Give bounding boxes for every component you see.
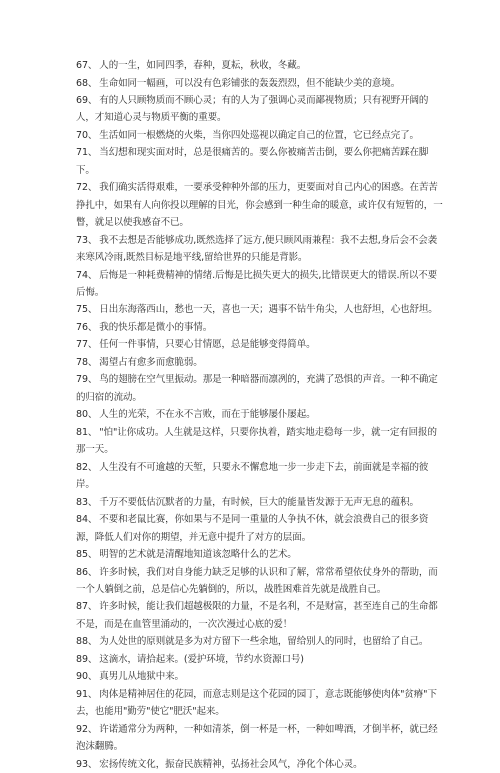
entry-number: 72、 <box>76 182 98 194</box>
quote-entry <box>0 127 500 144</box>
quote-entry <box>0 721 500 756</box>
quote-entry <box>0 598 500 633</box>
entry-number: 76、 <box>76 321 98 333</box>
quote-entry <box>0 633 500 650</box>
entry-text: 生活如同一根燃烧的火柴，当你四处巡视以确定自己的位置，它已经点完了。 <box>99 129 419 141</box>
entry-text: 任何一件事情，只要心甘情愿，总是能够变得简单。 <box>99 339 316 351</box>
quote-entry <box>0 511 500 546</box>
entry-text: 不要和老鼠比赛，你如果与不是同一重量的人争执不休，就会浪费自己的很多资源，降低人们对你的期望，并无意中提升了对方的层面。 <box>76 514 429 543</box>
quote-entry <box>0 267 500 302</box>
quote-entry <box>0 336 500 353</box>
quote-entry <box>0 756 500 773</box>
entry-text: 为人处世的原则就是多为对方留下一些余地，留给别人的同时，也留给了自己。 <box>99 636 429 648</box>
quote-entry <box>0 319 500 336</box>
entry-number: 93、 <box>76 758 98 770</box>
entry-number: 84、 <box>76 514 98 526</box>
entry-text: 日出东海落西山，愁也一天，喜也一天；遇事不钻牛角尖，人也舒坦，心也舒坦。 <box>99 304 438 316</box>
entry-text: 有的人只顾物质而不顾心灵；有的人为了强调心灵而鄙视物质；只有视野开阔的人，才知道心灵与物质平衡的重要。 <box>76 95 429 124</box>
entry-text: 真男儿从地狱中来。 <box>99 671 184 683</box>
entry-text: 肉体是精神居住的花园，而意志则是这个花园的园丁，意志既能够使肉体"贫瘠"下去，也能用"勤劳"使它"肥沃"起来。 <box>76 688 437 718</box>
entry-number: 75、 <box>76 304 98 316</box>
entry-text: 千万不要低估沉默者的力量，有时候，巨大的能量皆发源于无声无息的蕴积。 <box>99 496 419 508</box>
entry-text: 许多时候，我们对自身能力缺乏足够的认识和了解，常常希望依仗身外的帮助，而一个人躺倒之前，总是信心先躺倒的，所以，战胜困难首先就是战胜自己。 <box>76 566 438 595</box>
quote-entry <box>0 232 500 267</box>
entry-number: 80、 <box>76 409 98 421</box>
entry-number: 83、 <box>76 496 98 508</box>
entry-number: 68、 <box>76 77 98 89</box>
quote-entry <box>0 686 500 721</box>
entry-number: 91、 <box>76 688 98 700</box>
quote-entry <box>0 651 500 668</box>
quote-entry <box>0 564 500 599</box>
entry-number: 92、 <box>76 723 98 735</box>
entry-text: 人生没有不可逾越的天堑，只要永不懈怠地一步一步走下去，前面就是幸福的彼岸。 <box>76 461 429 491</box>
entry-text: 渴望占有愈多而愈脆弱。 <box>99 356 203 368</box>
entry-number: 73、 <box>76 234 98 246</box>
quote-entry <box>0 406 500 423</box>
entry-text: 宏扬传统文化，振奋民族精神，弘扬社会风气，净化个体心灵。 <box>99 758 363 770</box>
quote-entry <box>0 546 500 563</box>
entry-text: 这滴水，请拾起来。(爱护环境，节约水资源口号) <box>99 653 304 665</box>
entry-number: 87、 <box>76 601 98 613</box>
quote-entry <box>0 354 500 371</box>
entry-number: 79、 <box>76 374 98 386</box>
entry-number: 69、 <box>76 95 98 106</box>
entry-text: 生命如同一幅画，可以没有色彩铺张的轰轰烈烈，但不能缺少美的意境。 <box>99 77 401 89</box>
entry-number: 85、 <box>76 549 98 561</box>
entry-text: 许多时候，能让我们超越极限的力量，不是名利，不是财富，甚至连自己的生命都不是，而是在血管里涌动的，一次次漫过心底的爱！ <box>76 601 438 630</box>
quote-entry <box>0 301 500 318</box>
quote-list <box>0 57 500 773</box>
entry-number: 89、 <box>76 653 98 665</box>
quote-entry <box>0 144 500 179</box>
entry-text: 当幻想和现实面对时，总是很痛苦的。要么你被痛苦击倒，要么你把痛苦踩在脚下。 <box>76 147 429 176</box>
entry-text: "怕"让你成功。人生就是这样，只要你执着，踏实地走稳每一步，就一定有回报的那一天。 <box>76 426 437 456</box>
quote-entry <box>0 179 500 231</box>
quote-entry <box>0 92 500 127</box>
quote-entry <box>0 371 500 406</box>
entry-number: 81、 <box>76 426 98 438</box>
quote-entry <box>0 57 500 74</box>
entry-text: 人生的光荣，不在永不言败，而在于能够屡仆屡起。 <box>99 409 316 421</box>
entry-text: 鸟的翅膀在空气里振动。那是一种暗器而凛冽的，充满了恐惧的声音。一种不确定的归宿的流动。 <box>76 374 438 403</box>
entry-text: 许诺通常分为两种，一种如清茶，倒一杯是一杯，一种如啤酒，才倒半杯，就已经泡沫翻腾。 <box>76 723 438 753</box>
entry-text: 人的一生，如同四季，春种，夏耘，秋收，冬藏。 <box>99 60 307 71</box>
entry-text: 后悔是一种耗费精神的情绪.后悔是比损失更大的损失,比错误更大的错误.所以不要后悔。 <box>76 269 438 298</box>
entry-number: 70、 <box>76 129 98 141</box>
quote-entry <box>0 424 500 459</box>
entry-number: 78、 <box>76 356 98 368</box>
entry-number: 90、 <box>76 671 98 683</box>
entry-number: 82、 <box>76 461 98 473</box>
entry-text: 明智的艺术就是清醒地知道该忽略什么的艺术。 <box>99 549 297 561</box>
quote-entry <box>0 668 500 685</box>
quote-entry <box>0 494 500 511</box>
entry-number: 77、 <box>76 339 98 351</box>
entry-number: 67、 <box>76 60 98 71</box>
entry-number: 71、 <box>76 147 98 159</box>
quote-entry <box>0 459 500 494</box>
entry-text: 我的快乐都是微小的事情。 <box>99 321 213 333</box>
entry-text: 我不去想是否能够成功,既然选择了远方,便只顾风雨兼程：我不去想,身后会不会袭来寒风冷雨,既然目标是地平线,留给世界的只能是背影。 <box>76 234 438 264</box>
entry-number: 86、 <box>76 566 98 578</box>
entry-number: 74、 <box>76 269 98 281</box>
quote-entry <box>0 75 500 92</box>
entry-text: 我们确实活得艰难，一要承受种种外部的压力，更要面对自己内心的困惑。在苦苦挣扎中，如果有人向你投以理解的目光，你会感到一种生命的暖意，或许仅有短暂的，一瞥，就足以使我感奋不已。 <box>76 182 443 229</box>
entry-number: 88、 <box>76 636 98 648</box>
